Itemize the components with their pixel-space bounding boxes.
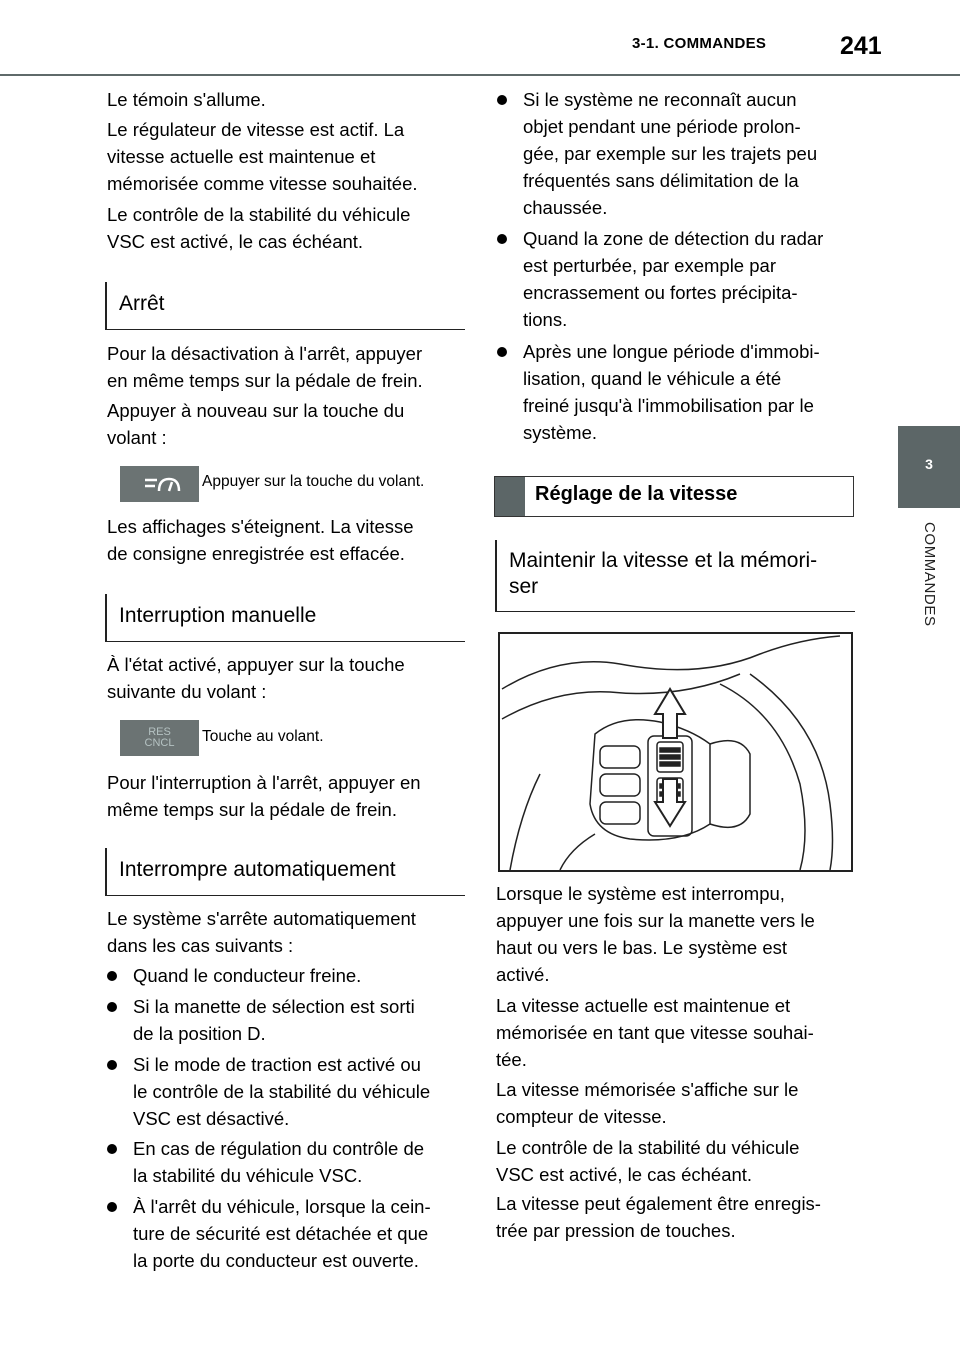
list-item: Si le mode de traction est activé ou le contrôle de la stabilité du véhicule VSC est désactivé. <box>107 1051 430 1132</box>
paragraph-appuyer: Appuyer à nouveau sur la touche du volant : <box>107 400 405 448</box>
section-heading-reglage: Réglage de la vitesse <box>494 476 854 517</box>
paragraph-regulateur: Le régulateur de vitesse est actif. La vitesse actuelle est maintenue et mémorisée comme vitesse souhaitée. <box>107 119 418 194</box>
heading-interruption: Interruption manuelle <box>105 594 465 642</box>
paragraph-desactivation: Pour la désactivation à l'arrêt, appuyer en même temps sur la pédale de frein. <box>107 343 423 391</box>
heading-interrompre-auto: Interrompre automatiquement <box>105 848 465 896</box>
cruise-control-button-image <box>120 466 199 502</box>
list-item: À l'arrêt du véhicule, lorsque la cein- ture de sécurité est détachée et que la porte du conducteur est ouverte. <box>107 1193 431 1274</box>
heading-maintenir: Maintenir la vitesse et la mémori- ser <box>495 540 855 612</box>
paragraph-vitesse-memorisee: La vitesse mémorisée s'affiche sur le compteur de vitesse. <box>496 1079 799 1127</box>
paragraph-stabilite: Le contrôle de la stabilité du véhicule VSC est activé, le cas échéant. <box>496 1137 800 1185</box>
paragraph-lorsque: Lorsque le système est interrompu, appuyer une fois sur la manette vers le haut ou vers le bas. Le système est activé. <box>496 883 815 985</box>
paragraph-etat-active: À l'état activé, appuyer sur la touche suivante du volant : <box>107 654 405 702</box>
page-number: 241 <box>840 32 882 60</box>
list-item: Si la manette de sélection est sorti de la position D. <box>107 993 415 1047</box>
button-caption-volant: Appuyer sur la touche du volant. <box>202 473 425 490</box>
paragraph-affichages: Les affichages s'éteignent. La vitesse de consigne enregistrée est effacée. <box>107 516 414 564</box>
list-item: Quand la zone de détection du radar est perturbée, par exemple par encrassement ou fortes précipita- tions. <box>497 225 823 333</box>
list-item: En cas de régulation du contrôle de la stabilité du véhicule VSC. <box>107 1135 424 1189</box>
steering-wheel-illustration <box>498 632 853 872</box>
heading-arret: Arrêt <box>105 282 465 330</box>
list-item: Si le système ne reconnaît aucun objet pendant une période prolon- gée, par exemple sur les trajets peu fréquentés sans délimitation de la chaussée. <box>497 86 817 221</box>
cruise-control-icon <box>137 471 183 497</box>
paragraph-interruption-arret: Pour l'interruption à l'arrêt, appuyer en même temps sur la pédale de frein. <box>107 772 421 820</box>
list-item: Quand le conducteur freine. <box>107 962 361 989</box>
header-divider <box>0 74 960 76</box>
paragraph-vitesse-actuelle: La vitesse actuelle est maintenue et mémorisée en tant que vitesse souhai- tée. <box>496 995 814 1070</box>
chapter-tab: 3 <box>898 426 960 508</box>
text-temoin: Le témoin s'allume. <box>107 89 266 110</box>
paragraph-vsc: Le contrôle de la stabilité du véhicule VSC est activé, le cas échéant. <box>107 204 411 252</box>
list-item: Après une longue période d'immobi- lisation, quand le véhicule a été freiné jusqu'à l'immobilisation par le système. <box>497 338 820 446</box>
button-caption-touche: Touche au volant. <box>202 728 324 745</box>
chapter-label: COMMANDES <box>921 522 938 627</box>
paragraph-systeme-arrete: Le système s'arrête automatiquement dans les cas suivants : <box>107 908 416 956</box>
res-cncl-button-image: RES CNCL <box>120 720 199 756</box>
section-title: 3-1. COMMANDES <box>632 35 767 52</box>
paragraph-enregistree: La vitesse peut également être enregis- trée par pression de touches. <box>496 1193 821 1241</box>
